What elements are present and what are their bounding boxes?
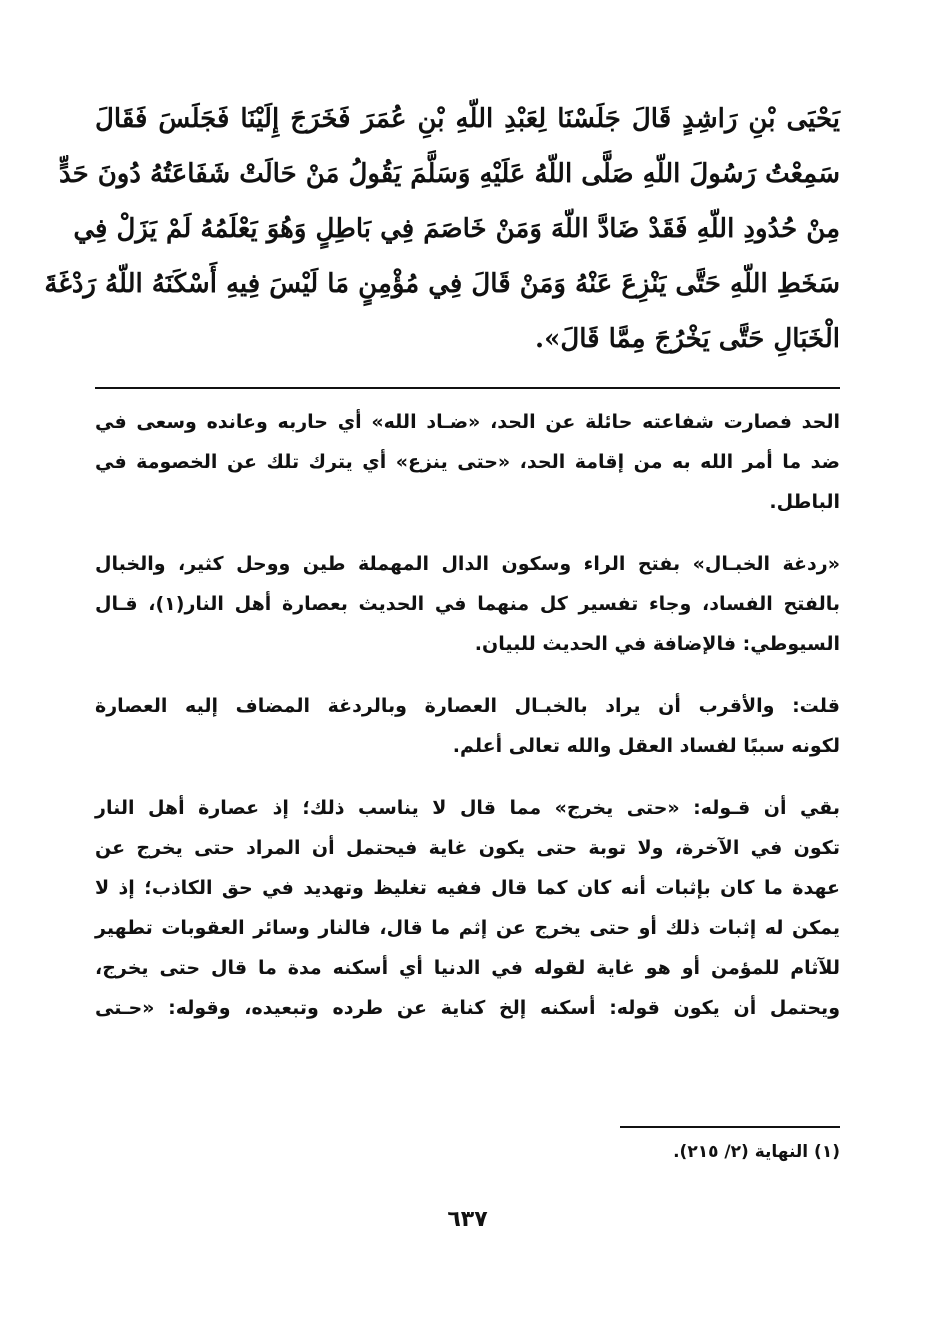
- commentary-block: [95, 402, 840, 1050]
- footnote-text: (١) النهاية (٢/ ٢١٥).: [673, 1142, 840, 1162]
- commentary-line: «ردغة الخبـال» بفتح الراء وسكون الدال المهملة طين ووحل كثير، والخبال: [95, 553, 840, 575]
- hadith-line: سَمِعْتُ رَسُولَ اللّهِ صَلَّى اللّهُ عَلَيْهِ وَسَلَّمَ يَقُولُ مَنْ حَالَتْ شَفَاعَتُهُ دُونَ حَدٍّ: [58, 159, 840, 189]
- commentary-line: بقي أن قـوله: «حتى يخرج» مما قال لا يناسب ذلك؛ إذ عصارة أهل النار: [95, 797, 840, 819]
- commentary-paragraph: [95, 686, 840, 766]
- commentary-paragraph: [95, 402, 840, 522]
- commentary-line: السيوطي: فالإضافة في الحديث للبيان.: [474, 633, 840, 655]
- hadith-line: مِنْ حُدُودِ اللّهِ فَقَدْ ضَادَّ اللّهَ وَمَنْ خَاصَمَ فِي بَاطِلٍ وَهُوَ يَعْلَمُهُ لَمْ يَزَلْ فِي: [73, 214, 840, 244]
- commentary-line: عهدة ما كان بإثبات أنه كان كما قال ففيه تغليظ وتهديد في حق الكاذب؛ إذ لا: [95, 877, 840, 899]
- commentary-paragraph: [95, 544, 840, 664]
- commentary-line: الباطل.: [769, 491, 840, 513]
- commentary-line: للآثام للمؤمن أو هو غاية لقوله في الدنيا أي أسكنه مدة ما قال حتى يخرج،: [95, 957, 840, 979]
- commentary-line: ويحتمل أن يكون قوله: أسكنه إلخ كناية عن طرده وتبعيده، وقوله: «حـتى: [95, 997, 840, 1019]
- commentary-line: يمكن له إثبات ذلك أو حتى يخرج عن إثم ما قال، فالنار وسائر العقوبات تطهير: [95, 917, 840, 939]
- hadith-line: سَخَطِ اللّهِ حَتَّى يَنْزِعَ عَنْهُ وَمَنْ قَالَ فِي مُؤْمِنٍ مَا لَيْسَ فِيهِ أَسْكَنَهُ اللّهُ رَدْغَةَ: [44, 269, 840, 299]
- commentary-line: ضد ما أمر الله به من إقامة الحد، «حتى ينزع» أي يترك تلك عن الخصومة في: [95, 451, 840, 473]
- commentary-line: تكون في الآخرة، ولا توبة حتى يكون غاية فيحتمل أن المراد حتى يخرج عن: [95, 837, 840, 859]
- commentary-line: قلت: والأقرب أن يراد بالخبـال العصارة وبالردغة المضاف إليه العصارة: [95, 695, 840, 717]
- commentary-line: لكونه سببًا لفساد العقل والله تعالى أعلم.: [452, 735, 840, 757]
- page-number: ٦٣٧: [447, 1207, 488, 1232]
- footnote-divider-rule: [620, 1126, 840, 1128]
- section-divider-rule: [95, 387, 840, 389]
- hadith-line: الْخَبَالِ حَتَّى يَخْرُجَ مِمَّا قَالَ».: [535, 324, 840, 354]
- hadith-line: يَحْيَى بْنِ رَاشِدٍ قَالَ جَلَسْنَا لِعَبْدِ اللّهِ بْنِ عُمَرَ فَخَرَجَ إِلَيْنَا فَجَلَسَ فَقَالَ: [95, 104, 840, 134]
- hadith-text-block: [44, 92, 840, 367]
- commentary-line: الحد فصارت شفاعته حائلة عن الحد، «ضـاد الله» أي حاربه وعانده وسعى في: [95, 411, 840, 433]
- commentary-line: بالفتح الفساد، وجاء تفسير كل منهما في الحديث بعصارة أهل النار(١)، قـال: [95, 593, 840, 615]
- commentary-paragraph: [95, 788, 840, 1028]
